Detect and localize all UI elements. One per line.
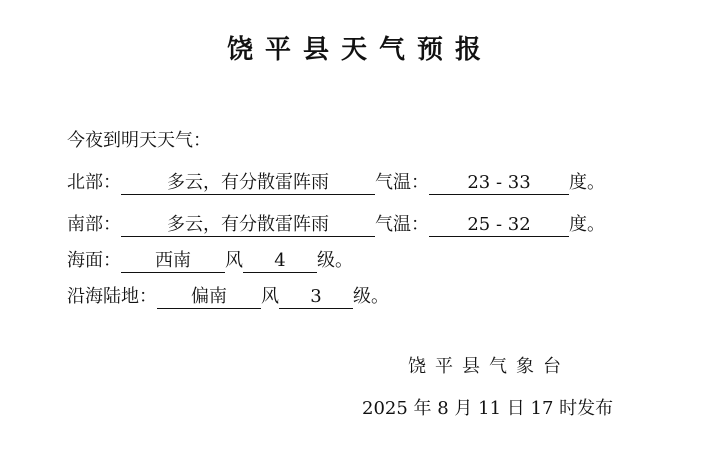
coast-level-unit: 级。 [353,286,389,307]
south-weather-value: 多云，有分散雷阵雨 [121,214,375,237]
north-forecast-row [67,170,605,196]
issue-time: 2025 年 8 月 11 日 17 时发布 [362,398,614,419]
coast-wind-direction: 偏南 [157,286,261,309]
sea-wind-label: 风 [225,250,243,271]
south-forecast-row [67,212,605,238]
sea-wind-direction: 西南 [121,250,225,273]
south-temp-value: 25 - 32 [429,214,569,237]
north-weather-value: 多云，有分散雷阵雨 [121,172,375,195]
south-temp-unit: 度。 [569,214,605,235]
north-temp-label: 气温： [375,172,429,193]
coast-wind-label: 风 [261,286,279,307]
intro-text: 今夜到明天天气： [67,130,211,151]
coast-forecast-row [67,284,389,310]
north-label: 北部： [67,172,121,193]
sea-level-unit: 级。 [317,250,353,271]
sea-wind-level: 4 [243,250,317,273]
south-temp-label: 气温： [375,214,429,235]
coast-wind-level: 3 [279,286,353,309]
north-temp-unit: 度。 [569,172,605,193]
north-temp-value: 23 - 33 [429,172,569,195]
sea-label: 海面： [67,250,121,271]
south-label: 南部： [67,214,121,235]
sea-forecast-row [67,248,353,274]
forecast-intro [67,128,211,154]
issuer-signature: 饶平县气象台 [408,356,570,377]
coast-label: 沿海陆地： [67,286,157,307]
page-title: 饶平县天气预报 [226,35,493,65]
